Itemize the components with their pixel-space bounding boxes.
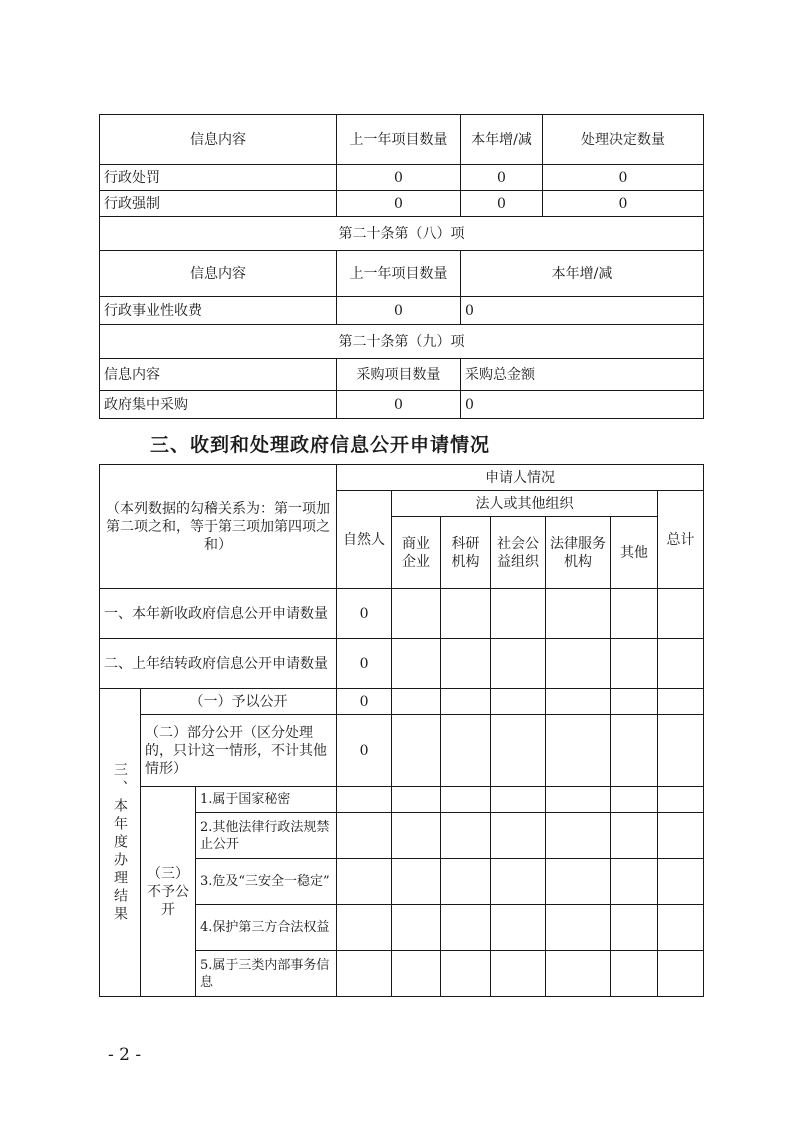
result-partial-disclosure: （二）部分公开（区分处理的，只计这一情形，不计其他情形） [141, 715, 337, 787]
table-row [100, 191, 704, 217]
header-info-content: 信息内容 [100, 251, 337, 297]
header-decision-count: 处理决定数量 [543, 115, 704, 165]
disclosure-table-1 [99, 114, 704, 419]
cell-value: 0 [543, 165, 704, 191]
corner-note: （本列数据的勾稽关系为：第一项加第二项之和，等于第三项加第四项之和） [100, 465, 337, 589]
table-row [100, 165, 704, 191]
header-purchase-count: 采购项目数量 [337, 359, 461, 391]
natural-person-header: 自然人 [337, 491, 392, 589]
section-title: 第二十条第（九）项 [100, 325, 704, 359]
org-type-public-welfare: 社会公益组织 [491, 517, 546, 589]
cell-value: 0 [337, 297, 461, 325]
applicant-header: 申请人情况 [337, 465, 704, 491]
cell-value: 0 [461, 191, 543, 217]
cell-value: 0 [337, 391, 461, 419]
cell-value: 0 [461, 391, 704, 419]
result-full-disclosure: （一）予以公开 [141, 689, 337, 715]
cell-value: 0 [337, 589, 392, 639]
cell-value: 0 [461, 165, 543, 191]
total-header: 总计 [658, 491, 704, 589]
reason-third-party: 4.保护第三方合法权益 [196, 905, 337, 951]
reason-state-secret: 1.属于国家秘密 [196, 787, 337, 813]
table-row [100, 589, 704, 639]
header-change: 本年增/减 [461, 115, 543, 165]
cell-value: 0 [337, 715, 392, 787]
legal-org-header: 法人或其他组织 [392, 491, 658, 517]
table-row [100, 297, 704, 325]
row-label: 政府集中采购 [100, 391, 337, 419]
row-label: 行政事业性收费 [100, 297, 337, 325]
table-row [100, 639, 704, 689]
header-prev-year-count: 上一年项目数量 [337, 115, 461, 165]
org-type-legal-service: 法律服务机构 [546, 517, 611, 589]
disclosure-request-table [99, 464, 704, 997]
reason-security-stability: 3.危及“三安全一稳定” [196, 859, 337, 905]
row-label: 行政处罚 [100, 165, 337, 191]
result-group-label [100, 689, 141, 997]
section-title: 第二十条第（八）项 [100, 217, 704, 251]
table-row [100, 391, 704, 419]
table-row [100, 715, 704, 787]
row-label: 行政强制 [100, 191, 337, 217]
table-row [100, 787, 704, 813]
page-number: - 2 - [108, 1045, 142, 1065]
reason-internal-affairs: 5.属于三类内部事务信息 [196, 951, 337, 997]
result-not-disclosed: （三）不予公开 [141, 787, 196, 997]
cell-value: 0 [337, 165, 461, 191]
header-info-content: 信息内容 [100, 115, 337, 165]
result-group-text: 三、本年度办理结果 [112, 761, 128, 924]
cell-value: 0 [461, 297, 704, 325]
cell-value: 0 [337, 689, 392, 715]
header-change: 本年增/减 [461, 251, 704, 297]
org-type-commercial: 商业企业 [392, 517, 441, 589]
header-info-content: 信息内容 [100, 359, 337, 391]
reason-law-prohibited: 2.其他法律行政法规禁止公开 [196, 813, 337, 859]
table-row [100, 689, 704, 715]
org-type-other: 其他 [611, 517, 658, 589]
section-heading: 三、收到和处理政府信息公开申请情况 [150, 434, 491, 456]
cell-value: 0 [337, 639, 392, 689]
header-purchase-amount: 采购总金额 [461, 359, 704, 391]
org-type-research: 科研机构 [441, 517, 491, 589]
row-new-requests: 一、本年新收政府信息公开申请数量 [100, 589, 337, 639]
header-prev-year-count: 上一年项目数量 [337, 251, 461, 297]
cell-value: 0 [543, 191, 704, 217]
cell-value: 0 [337, 191, 461, 217]
row-carried-over: 二、上年结转政府信息公开申请数量 [100, 639, 337, 689]
